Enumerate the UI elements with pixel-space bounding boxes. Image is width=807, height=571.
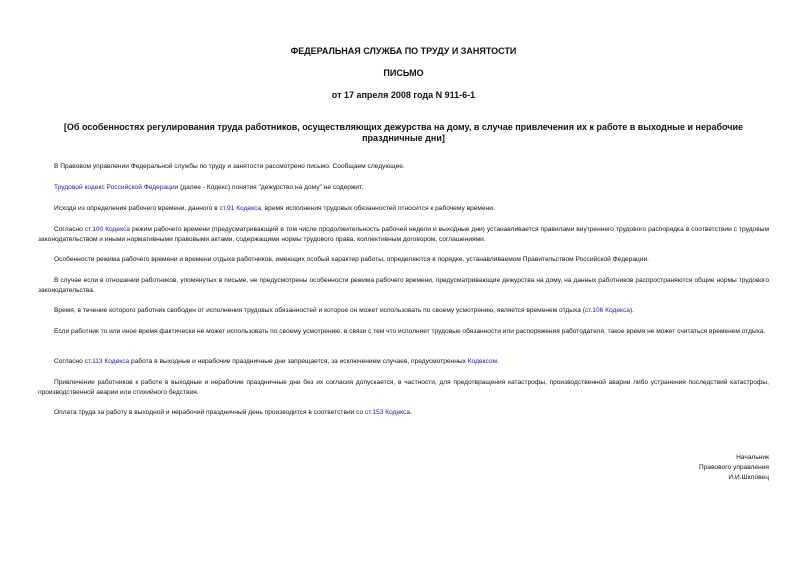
paragraph-9-text-before: Согласно (54, 358, 85, 365)
paragraph-2-text: (далее - Кодекс) понятия "дежурство на дому" не содержит. (178, 184, 364, 191)
paragraph-7 (38, 306, 769, 316)
paragraph-2 (38, 183, 769, 193)
signature-name: И.И.Шкловец (728, 474, 769, 481)
paragraph-7-text-before: Время, в течение которого работник свободен от исполнения трудовых обязанностей и которое он может использовать по своему усмотрению, является временем отдыха ( (54, 307, 585, 314)
signature-department: Правового управления (699, 464, 769, 471)
paragraph-9-text-middle: работа в выходные и нерабочие праздничные дни запрещается, за исключением случаев, предусмотренных (129, 358, 468, 365)
paragraph-3 (38, 204, 769, 214)
paragraph-4-text-before: Согласно (54, 226, 85, 233)
link-art-100[interactable]: ст.100 Кодекса (84, 226, 130, 233)
doc-date-number: от 17 апреля 2008 года N 911-6-1 (331, 90, 476, 100)
paragraph-1: В Правовом управлении Федеральной службы по труду и занятости рассмотрено письмо. Сообщаем следующее. (54, 163, 405, 170)
link-labor-code[interactable]: Трудовой кодекс Российской Федерации (54, 184, 179, 191)
agency-title: ФЕДЕРАЛЬНАЯ СЛУЖБА ПО ТРУДУ И ЗАНЯТОСТИ (290, 46, 517, 56)
paragraph-4 (38, 225, 769, 245)
paragraph-10: Привлечение работников к работе в выходные и нерабочие праздничные дни без их согласия допускается, в частности, для предотвращения катастрофы, производственной аварии либо устранения последствий катастрофы, производственной аварии или стихийного бедствия. (38, 379, 769, 396)
link-code[interactable]: Кодексом (467, 358, 498, 365)
doc-type: ПИСЬМО (383, 68, 424, 78)
paragraph-11-text-after: . (410, 409, 412, 416)
paragraph-8: Если работник то или иное время фактически не может использовать по своему усмотрению, в связи с тем что исполняет трудовые обязанности или распоряжения работодателя, такое время не может считаться временем отдыха. (54, 328, 766, 335)
link-art-113[interactable]: ст.113 Кодекса (84, 358, 130, 365)
doc-subject: [Об особенностях регулирования труда работников, осуществляющих дежурства на дому, в случае привлечения их к работе в выходные и нерабочие праздничные дни] (63, 122, 744, 143)
paragraph-6: В случае если в отношении работников, упомянутых в письме, не предусмотрены особенности режима рабочего времени, предусматривающие дежурства на дому, на данных работников распространяются общие нормы трудового законодательства. (38, 277, 769, 294)
signature-title: Начальник (736, 454, 769, 461)
link-art-91[interactable]: ст.91 Кодекса (219, 205, 262, 212)
paragraph-9 (38, 357, 769, 367)
paragraph-5: Особенности режима рабочего времени и времени отдыха работников, имеющих особый характер работы, определяются в порядке, устанавливаемом Правительством Российской Федерации. (54, 256, 650, 263)
paragraph-7-text-after: ). (629, 307, 634, 314)
link-art-106[interactable]: ст.106 Кодекса (584, 307, 630, 314)
paragraph-4-text-after: режим рабочего времени (предусматривающий в том числе продолжительность рабочей недели и выходные дни) устанавливается правилами внутреннего трудового распорядка в соответствии с трудовым законодательством и иными нормативными правовыми актами, содержащими нормы трудового права, коллективным договором, соглашениями. (38, 226, 769, 243)
paragraph-3-text-before: Исходя из определения рабочего времени, данного в (54, 205, 220, 212)
paragraph-9-text-after: . (497, 358, 499, 365)
paragraph-11 (38, 408, 769, 418)
paragraph-3-text-after: , время исполнения трудовых обязанностей относится к рабочему времени. (261, 205, 495, 212)
paragraph-11-text-before: Оплата труда за работу в выходной и нерабочий праздничный день производится в соответствии со (54, 409, 366, 416)
link-art-153[interactable]: ст.153 Кодекса (365, 409, 411, 416)
